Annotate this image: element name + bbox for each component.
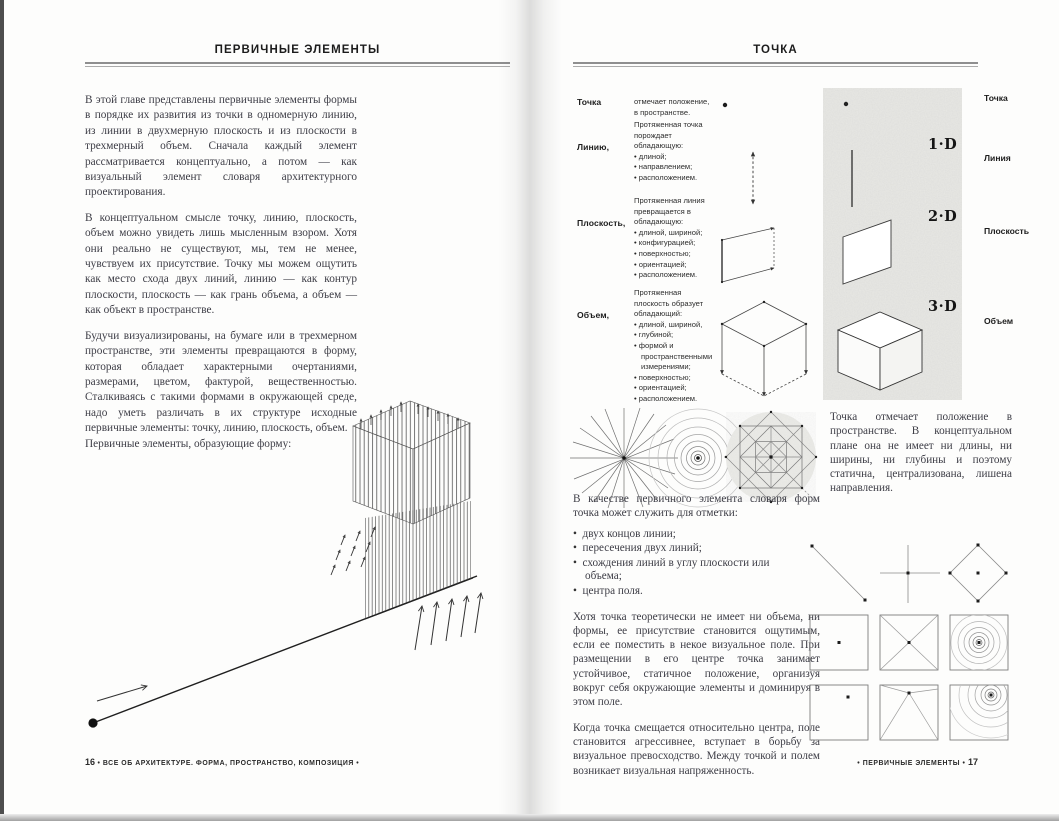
volume-of-lines — [353, 401, 470, 524]
point-diagram — [714, 96, 736, 114]
texture-panel — [823, 88, 962, 400]
right-footer-text: • ПЕРВИЧНЫЕ ЭЛЕМЕНТЫ • — [857, 760, 966, 767]
origin-point — [88, 718, 97, 727]
uses-intro: В качестве первичного элемента словаря форм точка может служить для отметки: — [573, 493, 820, 520]
bullet-item: • поверхностью; — [634, 249, 714, 260]
margin-label-plane: Плоскость — [984, 226, 1030, 236]
left-footer — [85, 757, 359, 767]
term-label: Объем, — [577, 310, 610, 320]
point-definition: Точка отмечает положение в пространстве. В концептуальном плане она не имеет ни длины, ни ширины, ни глубины и поэтому статична, централизована, лишена направления. — [830, 411, 1012, 495]
right-header-rule — [573, 62, 978, 67]
dimension-label-3d: 3·D — [928, 298, 958, 315]
bullet-item: • глубиной; — [634, 330, 714, 341]
left-page-number: 16 — [85, 757, 96, 767]
direction-arrow — [97, 686, 147, 701]
term-desc: Протяженная точка порождает обладающую: • длиной; • направлением; • расположением. — [634, 120, 714, 184]
bullet-item: • ориентацией; — [634, 260, 714, 271]
left-footer-text: • ВСЕ ОБ АРХИТЕКТУРЕ. ФОРМА, ПРОСТРАНСТВО, КОМПОЗИЦИЯ • — [97, 760, 360, 767]
list-item: • схождения линий в углу плоскости или объема; — [573, 557, 803, 584]
right-page-title: ТОЧКА — [753, 44, 798, 56]
left-page-title: ПЕРВИЧНЫЕ ЭЛЕМЕНТЫ — [214, 44, 381, 56]
term-label: Точка — [577, 97, 602, 107]
paragraph: Когда точка смещается относительно центра, поле становится агрессивнее, вступает в борьбу за визуальное превосходство. Между точкой и полем возникает визуальная напряженность. — [573, 721, 820, 777]
volume-diagram — [718, 296, 814, 404]
list-item: • двух концов линии; — [573, 528, 803, 542]
panel-point — [844, 102, 848, 106]
term-desc: отмечает положение, в пространстве. — [634, 97, 710, 117]
line-diagram — [742, 144, 764, 212]
bullet-item: • формой и пространственными измерениями; — [634, 341, 714, 373]
bullet-item: • направлением; — [634, 162, 714, 173]
paragraph: Хотя точка теоретически не имеет ни объема, ни формы, ее присутствие становится ощутимым, если ее поместить в некое визуальное поле. При размещении в его центре точка занимает устойчивое, статичное положение, организуя вокруг себя окружающие элементы и доминируя в этом поле. — [573, 610, 820, 709]
bullet-item: • расположением. — [634, 270, 714, 281]
plane-diagram — [712, 216, 784, 290]
field-grid-diagram — [806, 526, 1012, 748]
list-item: • центра поля. — [573, 585, 803, 599]
bullet-item: • длиной; — [634, 152, 714, 163]
bullet-item: • поверхностью; — [634, 373, 714, 384]
uses-list — [573, 528, 803, 599]
book-edge-left — [0, 0, 4, 821]
bullet-item: • расположением. — [634, 173, 714, 184]
offcenter-point-field — [810, 685, 868, 740]
centered-point-field — [810, 615, 868, 670]
bullet-item: • ориентацией; — [634, 383, 714, 394]
left-header-rule — [85, 62, 510, 67]
centered-diagonals-field — [880, 615, 938, 670]
margin-label-point: Точка — [984, 93, 1008, 103]
bullet-item: • расположением. — [634, 394, 714, 405]
paragraph: В концептуальном смысле точку, линию, плоскость, объем можно увидеть лишь мысленным взором. Хотя они реально не существуют, мы, тем не менее, чувствуем их присутствие. Точку мы можем ощутить как место схода двух линий, линию — как контур плоскости, плоскость — как грань объема, а объем — как объект в пространстве. — [85, 211, 357, 317]
form-genesis-drawing — [85, 393, 515, 751]
paragraph: Будучи визуализированы, на бумаге или в трехмерном пространстве, эти элементы превращаются в форму, которая обладает характерными очертаниями, размерами, цветом, фактурой, вещественностью. Сталкиваясь с такими формами в окружающей среде, надо уметь различать в их структуре исходные первичные элементы: точку, линию, плоскость, объем. — [85, 329, 357, 435]
centered-rings-field — [950, 615, 1008, 671]
corner-meeting-figure — [949, 544, 1008, 603]
rising-arrows — [415, 593, 481, 650]
term-desc: Протяженная плоскость образует обладающий: • длиной, шириной, • глубиной; • формой и пространственными измерениями; • поверхностью; • ориентацией; • расположением. — [634, 288, 714, 405]
list-item: • пересечения двух линий; — [573, 542, 803, 556]
dimension-label-1d: 1·D — [928, 136, 958, 153]
term-label: Линию, — [577, 142, 610, 152]
right-footer — [573, 757, 978, 767]
margin-label-volume: Объем — [984, 316, 1014, 326]
bullet-item: • длиной, шириной, — [634, 320, 714, 331]
offcenter-rings-field — [948, 652, 1012, 740]
page-gutter — [498, 0, 562, 814]
right-page-number: 17 — [967, 757, 978, 767]
bullet-item: • конфигурацией; — [634, 238, 714, 249]
line-ends-figure — [811, 545, 867, 602]
right-body-text — [573, 492, 820, 788]
term-desc: Протяженная линия превращается в обладающую: • длиной, шириной; • конфигурацией; • поверхностью; • ориентацией; • расположением. — [634, 196, 714, 281]
book-edge-bottom — [0, 814, 1059, 821]
offcenter-diagonals-field — [880, 685, 938, 740]
dimension-label-2d: 2·D — [928, 208, 958, 225]
paragraph: Первичные элементы, образующие форму: — [85, 437, 292, 450]
paragraph: В этой главе представлены первичные элементы формы в порядке их развития из точки в одномерную линию, из линии в двухмерную плоскость и из плоскости в трехмерный объем. Сначала каждый элемент рассматривается концептуально, а потом — как визуальный элемент словаря архитектурного проектирования. — [85, 94, 357, 199]
margin-label-line: Линия — [984, 153, 1011, 163]
term-label: Плоскость, — [577, 218, 626, 228]
bullet-item: • длиной, шириной; — [634, 228, 714, 239]
line-crossing-figure — [880, 545, 940, 603]
